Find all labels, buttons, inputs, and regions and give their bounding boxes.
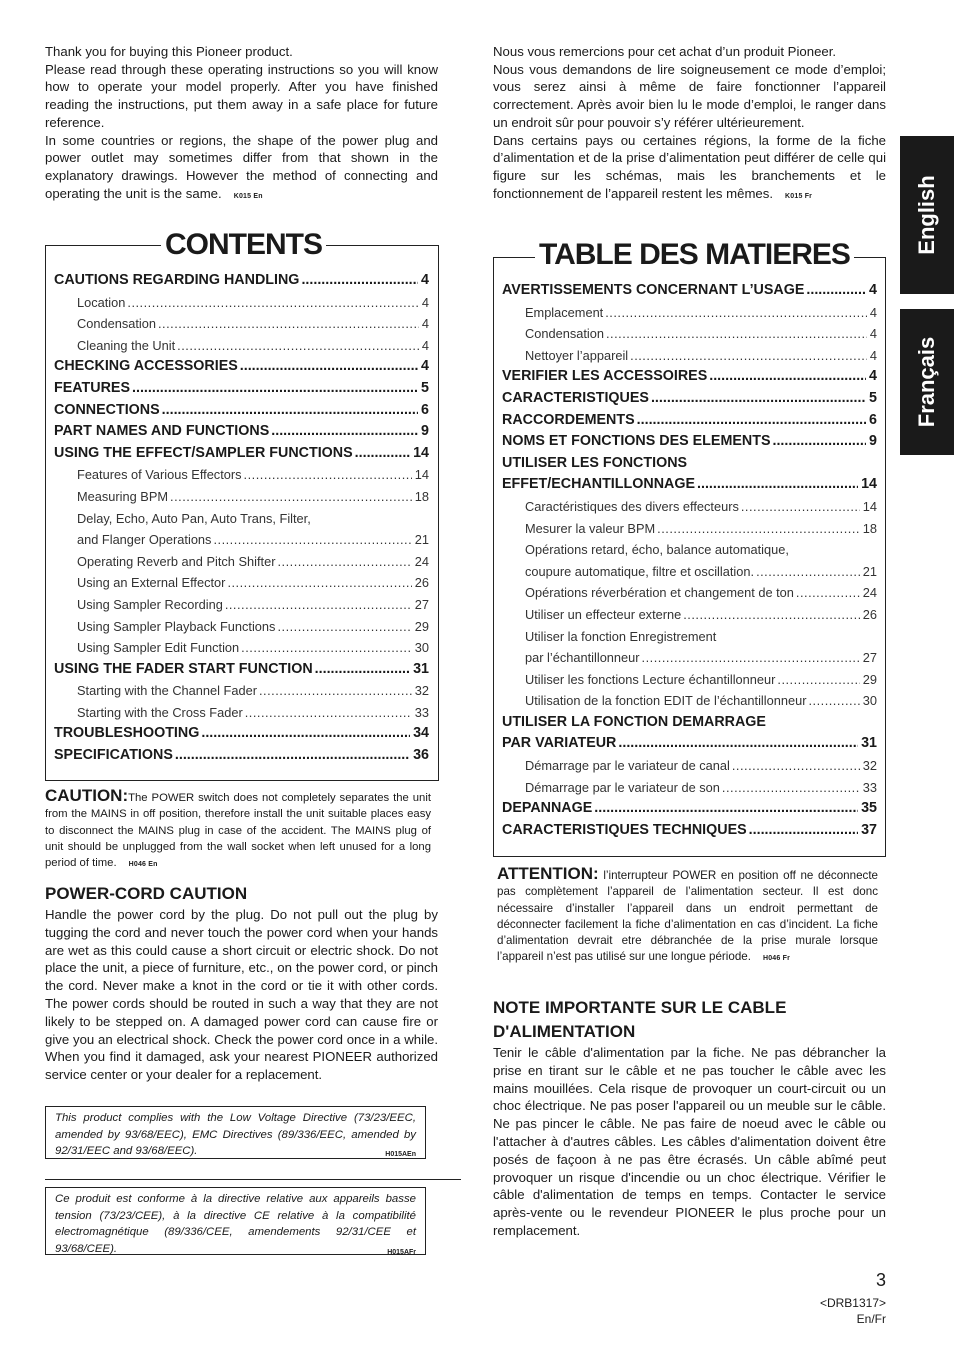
intro-fr-p2: Nous vous demandons de lire soigneusement ce mode d’emploi; vous serez ainsi à même de faire fonctionner l’appareil correctement. Après avoir bien lu le mode d’emploi, le ranger dans un endroit sûr pour pouvoir s’y référer ultérieurement.: [493, 61, 886, 130]
toc-leader: [806, 280, 866, 302]
toc-leader: [709, 366, 866, 388]
toc-item[interactable]: [54, 594, 429, 616]
toc-item-title: Using Sampler Playback Functions: [77, 618, 276, 634]
toc-item-page: 14: [862, 498, 877, 514]
toc-leader: [241, 637, 412, 659]
code-tag: H015AFr: [387, 1248, 416, 1256]
toc-item-page: 4: [869, 368, 877, 385]
toc-leader: [170, 486, 412, 508]
toc-leader: [227, 572, 411, 594]
toc-item-title: Démarrage par le variateur de canal: [525, 758, 730, 774]
intro-en-p1: Thank you for buying this Pioneer product.: [45, 44, 293, 59]
toc-leader: [240, 356, 418, 378]
toc-item[interactable]: [502, 755, 877, 777]
toc-item-page: 36: [413, 747, 429, 764]
toc-item-page: 4: [869, 347, 877, 363]
toc-item-page: 21: [862, 563, 877, 579]
intro-en: [45, 43, 438, 205]
toc-item[interactable]: [54, 335, 429, 357]
toc-item[interactable]: [54, 529, 429, 551]
toc-item-title: Cleaning the Unit: [77, 337, 176, 353]
toc-item[interactable]: [502, 518, 877, 540]
toc-leader: [756, 561, 860, 583]
toc-item-title: Utiliser les fonctions Lecture échantillonneur: [525, 671, 776, 687]
powercord-fr: [493, 996, 886, 1240]
toc-item-title: par l’échantillonneur: [525, 650, 640, 666]
code-tag: K015 Fr: [785, 192, 813, 200]
toc-leader: [245, 702, 412, 724]
caution-en: CAUTION:The POWER switch does not completely separates the unit from the MAINS in off position, therefore install the unit suitable places easy to disconnect the MAINS plug in case of the accident. The MAINS plug of unit should be unplugged from the wall socket when left unused for a long period of time. H046 En: [45, 786, 431, 870]
toc-leader: [277, 616, 411, 638]
toc-item-page: 4: [421, 272, 429, 288]
toc-leader: [605, 302, 867, 324]
toc-item-title: TROUBLESHOOTING: [54, 725, 200, 742]
toc-item-page: 4: [421, 294, 429, 310]
toc-item[interactable]: [54, 680, 429, 702]
toc-item-title: PART NAMES AND FUNCTIONS: [54, 423, 270, 440]
toc-item[interactable]: [502, 453, 877, 475]
toc-item[interactable]: [502, 388, 877, 410]
toc-item-title: Using Sampler Edit Function: [77, 640, 240, 656]
toc-leader: [772, 431, 866, 453]
divider: [45, 1179, 461, 1180]
intro-fr: [493, 43, 886, 205]
toc-item-title: CARACTERISTIQUES TECHNIQUES: [502, 821, 747, 838]
toc-item-title: Utilisation de la fonction EDIT de l’échantillonneur: [525, 693, 807, 709]
contents-title-en: CONTENTS: [161, 228, 326, 262]
toc-item[interactable]: [502, 496, 877, 518]
toc-leader: [618, 733, 858, 755]
toc-leader: [213, 529, 411, 551]
toc-item[interactable]: [54, 486, 429, 508]
toc-item[interactable]: [54, 443, 429, 465]
toc-leader: [301, 270, 418, 292]
page-number: 3: [875, 1270, 886, 1290]
toc-item-title: UTILISER LES FONCTIONS: [502, 454, 688, 471]
toc-item[interactable]: [54, 270, 429, 292]
toc-item-page: 5: [421, 379, 429, 396]
toc-item-title: Features of Various Effectors: [77, 467, 242, 483]
toc-item-page: 29: [862, 671, 877, 687]
toc-item-title: Opérations retard, écho, balance automatique,: [525, 542, 789, 558]
toc-leader: [749, 820, 858, 842]
toc-item-title: coupure automatique, filtre et oscillation.: [525, 563, 755, 579]
toc-item-page: 30: [414, 640, 429, 656]
toc-item-title: CARACTERISTIQUES: [502, 389, 649, 406]
toc-item[interactable]: [54, 637, 429, 659]
toc-item-page: 18: [862, 520, 877, 536]
toc-item-title: RACCORDEMENTS: [502, 411, 635, 428]
toc-item[interactable]: [502, 669, 877, 691]
toc-leader: [594, 798, 858, 820]
toc-item[interactable]: [54, 292, 429, 314]
toc-item-title: AVERTISSEMENTS CONCERNANT L’USAGE: [502, 282, 805, 298]
contents-title-fr: TABLE DES MATIERES: [535, 238, 854, 272]
toc-leader: [642, 647, 860, 669]
toc-item-title: Mesurer la valeur BPM: [525, 520, 656, 536]
toc-item-page: 37: [861, 821, 877, 838]
toc-item[interactable]: [502, 604, 877, 626]
toc-item-page: 4: [421, 316, 429, 332]
toc-leader: [808, 690, 859, 712]
toc-item[interactable]: [502, 798, 877, 820]
toc-item[interactable]: [502, 733, 877, 755]
toc-item[interactable]: [502, 690, 877, 712]
toc-item[interactable]: [54, 551, 429, 573]
toc-item[interactable]: [54, 508, 429, 530]
directive-box-fr: Ce produit est conforme à la directive relative aux appareils basse tension (73/23/CEE), à la directive CE relative à la compatibilité electromagnétique (89/336/CEE, amendements 92/31/CEE et 93/68/CEE). H015AFr: [45, 1187, 426, 1255]
toc-item-title: DEPANNAGE: [502, 800, 593, 817]
toc-item[interactable]: [502, 820, 877, 842]
toc-leader: [158, 313, 419, 335]
toc-item[interactable]: [54, 745, 429, 767]
toc-item[interactable]: [502, 345, 877, 367]
toc-leader: [651, 388, 866, 410]
toc-item-page: 6: [421, 401, 429, 418]
toc-item-page: 9: [869, 433, 877, 450]
code-tag: H046 En: [128, 861, 158, 869]
toc-item[interactable]: [502, 582, 877, 604]
intro-en-p2: Please read through these operating instructions so you will know how to operate your model properly. After you have finished reading the instructions, put them away in a safe place for future reference.: [45, 61, 438, 130]
toc-item[interactable]: [502, 777, 877, 799]
toc-item-title: Starting with the Channel Fader: [77, 683, 257, 699]
intro-fr-p1: Nous vous remercions pour cet achat d’un produit Pioneer.: [493, 44, 837, 59]
toc-item-title: VERIFIER LES ACCESSOIRES: [502, 368, 708, 385]
toc-item-page: 4: [869, 304, 877, 320]
caution-fr: ATTENTION: l’interrupteur POWER en position off ne déconnecte pas complètement l’appareil de l’alimentation secteur. Il est donc nécessaire d’installer l’appareil dans un endroit permettant de déconnecter facilement la fiche d’alimentation en cas d’incident. La fiche d’alimentation devrait etre débranchée de la prise murale lorsque l’appareil n’est pas utilisé sur une longue période. H046 Fr: [497, 864, 878, 964]
toc-leader: [355, 443, 410, 465]
toc-leader: [741, 496, 860, 518]
caution-lead: CAUTION:: [45, 786, 129, 805]
toc-item[interactable]: [502, 410, 877, 432]
toc-item-page: 21: [414, 532, 429, 548]
toc-item-title: Starting with the Cross Fader: [77, 704, 243, 720]
toc-leader: [796, 582, 860, 604]
toc-item-title: CAUTIONS REGARDING HANDLING: [54, 272, 300, 288]
toc-item-page: 33: [862, 779, 877, 795]
code-tag: H015AEn: [385, 1151, 416, 1158]
toc-item-page: 24: [862, 585, 877, 601]
toc-item-page: 26: [862, 606, 877, 622]
toc-item[interactable]: [502, 626, 877, 648]
toc-item-page: 35: [861, 800, 877, 817]
toc-item-title: USING THE EFFECT/SAMPLER FUNCTIONS: [54, 444, 353, 461]
toc-item-page: 30: [862, 693, 877, 709]
toc-item-page: 18: [414, 488, 429, 504]
toc-item-title: Condensation: [77, 316, 156, 332]
toc-item-page: 4: [869, 326, 877, 342]
powercord-heading-fr: NOTE IMPORTANTE SUR LE CABLE D'ALIMENTATION: [493, 998, 787, 1041]
toc-item-title: Operating Reverb and Pitch Shifter: [77, 553, 276, 569]
toc-item-page: 27: [414, 596, 429, 612]
toc-item[interactable]: [54, 313, 429, 335]
intro-fr-p3: Dans certains pays ou certaines régions, la forme de la fiche d’alimentation et de la prise d’alimentation peut différer de celle qui figure sur les schémas, mais les branchements et le fonctionnement de l’appareil restent les mêmes. K015 Fr: [493, 132, 886, 201]
toc-item[interactable]: [54, 378, 429, 400]
toc-leader: [127, 292, 418, 314]
toc-item[interactable]: [54, 421, 429, 443]
toc-item-page: 24: [414, 553, 429, 569]
toc-item[interactable]: [54, 356, 429, 378]
toc-item[interactable]: [502, 431, 877, 453]
code-tag: H046 Fr: [762, 955, 791, 963]
toc-item[interactable]: [502, 474, 877, 496]
toc-item[interactable]: [54, 400, 429, 422]
toc-leader: [259, 680, 412, 702]
contents-list-en: [54, 270, 429, 767]
toc-leader: [732, 755, 860, 777]
toc-item-title: Utiliser la fonction Enregistrement: [525, 628, 717, 644]
powercord-text-en: Handle the power cord by the plug. Do not pull out the plug by tugging the cord and never touch the power cord when your hands are wet as this could cause a short circuit or electric shock. Do not place the unit, a piece of furniture, etc., on the power cord, or pinch the cord. Never make a knot in the cord or tie it with other cords. The power cords should be routed in such a way that they are not likely to be stepped on. A damaged power cord can cause fire or give you an electrical shock. Check the power cord once in a while. When you find it damaged, ask your nearest PIONEER authorized service center or your dealer for a replacement.: [45, 907, 438, 1083]
toc-leader: [177, 335, 419, 357]
toc-leader: [637, 410, 866, 432]
toc-item-title: Opérations réverbération et changement de ton: [525, 585, 794, 601]
toc-leader: [697, 474, 858, 496]
toc-item-page: 34: [413, 725, 429, 742]
toc-item-page: 32: [862, 758, 877, 774]
toc-item[interactable]: [502, 712, 877, 734]
toc-item-title: UTILISER LA FONCTION DEMARRAGE: [502, 713, 766, 730]
toc-item-title: Using Sampler Recording: [77, 596, 223, 612]
toc-item-page: 29: [414, 618, 429, 634]
toc-item[interactable]: [502, 647, 877, 669]
toc-leader: [777, 669, 859, 691]
toc-leader: [683, 604, 860, 626]
toc-leader: [201, 723, 410, 745]
toc-leader: [606, 323, 867, 345]
toc-leader: [162, 400, 418, 422]
toc-leader: [175, 745, 410, 767]
toc-item[interactable]: [54, 702, 429, 724]
toc-leader: [630, 345, 867, 367]
toc-leader: [657, 518, 860, 540]
toc-item-title: Condensation: [525, 326, 604, 342]
toc-item-title: PAR VARIATEUR: [502, 735, 617, 752]
tab-francais[interactable]: Français: [900, 309, 954, 455]
toc-item-page: 14: [414, 467, 429, 483]
toc-item-page: 32: [414, 683, 429, 699]
toc-item-page: 27: [862, 650, 877, 666]
toc-leader: [271, 421, 418, 443]
powercord-text-fr: Tenir le câble d'alimentation par la fiche. Ne pas débrancher la prise en tirant sur le câble et ne pas toucher le câble avec les mains mouillées. Cela risque de provoquer un court-circuit ou un choc électrique. Ne pas poser l'appareil ou un meuble sur le câble. Ne pas pincer le câble. Ne pas faire de noeud avec le câble ou l'attacher à d'autres câbles. Les câbles d'alimentation doivent être posés de façoon à ne pas être écrasés. Un câble abîmé peut provoquer un risque d'incendie ou un choc électrique. Vérifier le câble d'alimentation de temps en temps. Contacter le service après-vente ou le revendeur PIONEER le plus proche pour un remplacement.: [493, 1045, 886, 1238]
toc-item-page: 4: [421, 337, 429, 353]
toc-item[interactable]: [502, 323, 877, 345]
toc-item-page: 31: [413, 660, 429, 677]
toc-item-page: 31: [861, 735, 877, 752]
toc-item[interactable]: [502, 302, 877, 324]
toc-item-title: Measuring BPM: [77, 488, 169, 504]
toc-item-title: Démarrage par le variateur de son: [525, 779, 720, 795]
toc-item-title: Delay, Echo, Auto Pan, Auto Trans, Filter,: [77, 510, 311, 526]
toc-item-page: 14: [413, 444, 429, 461]
toc-item[interactable]: [502, 561, 877, 583]
toc-item-title: CHECKING ACCESSORIES: [54, 358, 238, 375]
toc-item-page: 5: [869, 389, 877, 406]
toc-item-title: Using an External Effector: [77, 575, 226, 591]
toc-item-title: CONNECTIONS: [54, 401, 160, 418]
toc-item-page: 26: [414, 575, 429, 591]
toc-leader: [277, 551, 411, 573]
doc-code: <DRB1317> En/Fr: [819, 1296, 886, 1326]
toc-item-title: Caractéristiques des divers effecteurs: [525, 498, 739, 514]
toc-item-title: Utiliser un effecteur externe: [525, 606, 682, 622]
toc-leader: [315, 659, 410, 681]
toc-item-page: 4: [869, 282, 877, 298]
toc-item-title: FEATURES: [54, 379, 130, 396]
toc-item[interactable]: [54, 616, 429, 638]
toc-item[interactable]: [54, 723, 429, 745]
toc-item-title: EFFET/ECHANTILLONNAGE: [502, 476, 696, 493]
toc-item[interactable]: [54, 572, 429, 594]
toc-leader: [244, 464, 412, 486]
code-tag: K015 En: [233, 192, 263, 200]
contents-list-fr: [502, 280, 877, 841]
intro-en-p3: In some countries or regions, the shape of the power plug and power outlet may sometimes differ from that shown in the explanatory drawings. However the method of connecting and operating the unit is the same. K015 En: [45, 132, 438, 201]
toc-leader: [225, 594, 412, 616]
toc-leader: [132, 378, 418, 400]
toc-item[interactable]: [502, 539, 877, 561]
tab-english[interactable]: English: [900, 136, 954, 294]
toc-leader: [722, 777, 860, 799]
toc-item[interactable]: [502, 280, 877, 302]
directive-box-en: This product complies with the Low Voltage Directive (73/23/EEC, amended by 93/68/EEC), EMC Directives (89/336/EEC, amended by 92/31/EEC and 93/68/EEC). H015AEn: [45, 1106, 426, 1159]
toc-item[interactable]: [54, 659, 429, 681]
toc-item-title: NOMS ET FONCTIONS DES ELEMENTS: [502, 433, 771, 450]
toc-item-page: 9: [421, 423, 429, 440]
powercord-en: [45, 882, 438, 1084]
toc-item-title: and Flanger Operations: [77, 532, 212, 548]
toc-item-title: USING THE FADER START FUNCTION: [54, 660, 313, 677]
toc-item-title: SPECIFICATIONS: [54, 747, 173, 764]
toc-item[interactable]: [502, 366, 877, 388]
powercord-heading-en: POWER-CORD CAUTION: [45, 884, 248, 903]
toc-item-page: 14: [861, 476, 877, 493]
toc-item-title: Emplacement: [525, 304, 604, 320]
toc-item-page: 6: [869, 411, 877, 428]
toc-item[interactable]: [54, 464, 429, 486]
toc-item-page: 33: [414, 704, 429, 720]
toc-item-title: Nettoyer l’appareil: [525, 347, 629, 363]
toc-item-title: Location: [77, 294, 126, 310]
attention-lead: ATTENTION:: [497, 864, 599, 883]
toc-item-page: 4: [421, 358, 429, 375]
